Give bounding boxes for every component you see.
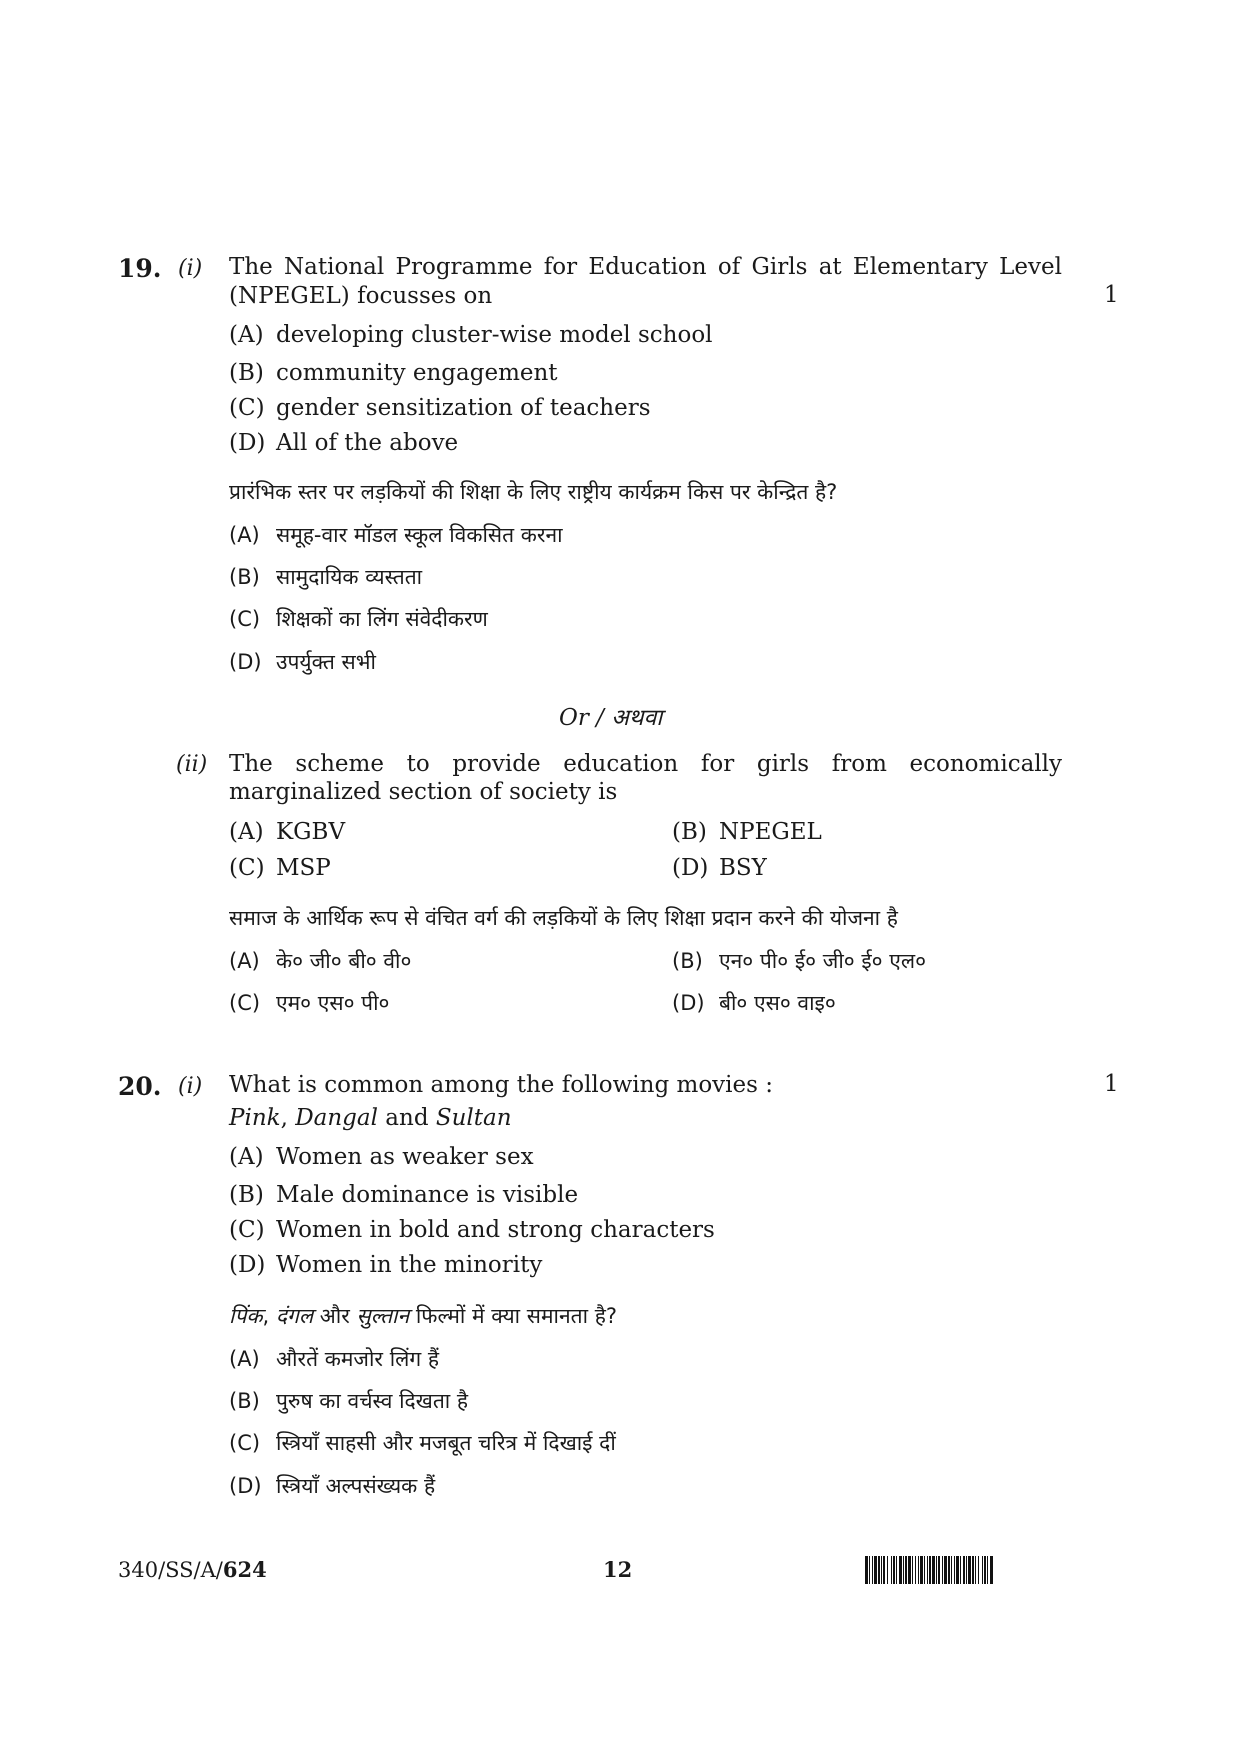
option-text: BSY — [719, 855, 767, 881]
option-d — [229, 429, 458, 458]
movie-list — [229, 1104, 512, 1133]
question-number-19: 19. — [118, 254, 162, 283]
hindi-question: प्रारंभिक स्तर पर लड़कियों की शिक्षा के लिए राष्ट्रीय कार्यक्रम किस पर केन्द्रित है? — [229, 480, 838, 504]
question-text-line1: The National Programme for Education of Girls at Elementary Level — [229, 254, 1062, 280]
option-label: (D) — [229, 1252, 266, 1278]
option-label: (B) — [229, 360, 264, 386]
option-a — [229, 321, 713, 350]
question-number-20: 20. — [118, 1072, 162, 1101]
option-label: (B) — [229, 1389, 260, 1413]
option-text: NPEGEL — [719, 819, 822, 845]
option-label: (A) — [229, 1144, 264, 1170]
option-c — [229, 394, 651, 423]
option-text: बी० एस० वाइ० — [719, 991, 836, 1015]
option-text: स्त्रियाँ अल्पसंख्यक हैं — [276, 1474, 436, 1498]
option-label: (C) — [229, 1217, 265, 1243]
option-label: (B) — [229, 1182, 264, 1208]
option-b — [229, 1181, 578, 1210]
option-label: (A) — [229, 819, 264, 845]
movie-title: पिंक — [229, 1304, 263, 1328]
option-text: Women as weaker sex — [276, 1144, 534, 1170]
option-label: (B) — [229, 565, 260, 589]
option-text: MSP — [276, 855, 331, 881]
option-text: KGBV — [276, 819, 346, 845]
paper-code-prefix: 340/SS/A/ — [118, 1558, 223, 1582]
option-label: (B) — [672, 949, 703, 973]
sub-question-label: (i) — [178, 1074, 203, 1099]
option-label: (C) — [229, 991, 261, 1015]
question-rest: फिल्मों में क्या समानता है? — [409, 1304, 617, 1328]
option-text: Women in bold and strong characters — [276, 1217, 715, 1243]
marks: 1 — [1104, 282, 1119, 308]
option-label: (D) — [672, 855, 709, 881]
option-label: (D) — [229, 430, 266, 456]
option-label: (A) — [229, 523, 260, 547]
option-label: (D) — [229, 650, 262, 674]
question-text-line2: (NPEGEL) focusses on — [229, 283, 493, 309]
option-label: (C) — [229, 855, 265, 881]
movie-title: सुल्तान — [356, 1304, 410, 1328]
option-text: developing cluster-wise model school — [276, 322, 713, 348]
option-label: (A) — [229, 322, 264, 348]
question-text-line2: marginalized section of society is — [229, 779, 618, 805]
separator: and — [377, 1105, 436, 1131]
separator: , — [262, 1304, 276, 1328]
hindi-question — [229, 1302, 617, 1330]
hindi-option-a — [229, 521, 563, 549]
option-text: समूह-वार मॉडल स्कूल विकसित करना — [276, 523, 563, 547]
option-text: पुरुष का वर्चस्व दिखता है — [276, 1389, 469, 1413]
hindi-option-c — [229, 605, 488, 633]
separator: , — [280, 1105, 296, 1131]
hindi-option-d — [672, 989, 836, 1017]
option-text: सामुदायिक व्यस्तता — [276, 565, 423, 589]
option-text: औरतें कमजोर लिंग हैं — [276, 1347, 440, 1371]
option-label: (A) — [229, 949, 260, 973]
hindi-option-c — [229, 1429, 616, 1457]
option-label: (B) — [672, 819, 707, 845]
option-a — [229, 1143, 534, 1172]
option-text: एन० पी० ई० जी० ई० एल० — [719, 949, 927, 973]
question-text-line1: The scheme to provide education for girls from economically — [229, 751, 1062, 777]
option-text: gender sensitization of teachers — [276, 395, 651, 421]
question-text-line1: What is common among the following movies : — [229, 1072, 773, 1098]
option-text: All of the above — [276, 430, 459, 456]
sub-question-label: (ii) — [176, 752, 208, 777]
option-text: एम० एस० पी० — [276, 991, 390, 1015]
page-number: 12 — [603, 1557, 633, 1582]
option-a — [229, 818, 345, 847]
option-text: Male dominance is visible — [276, 1182, 579, 1208]
movie-title: दंगल — [275, 1304, 314, 1328]
hindi-option-b — [229, 1387, 468, 1415]
option-text: स्त्रियाँ साहसी और मजबूत चरित्र में दिखाई दीं — [276, 1431, 616, 1455]
option-text: शिक्षकों का लिंग संवेदीकरण — [276, 607, 488, 631]
barcode-icon — [865, 1556, 1119, 1584]
option-label: (D) — [672, 991, 705, 1015]
paper-code — [118, 1557, 267, 1582]
option-label: (C) — [229, 1431, 261, 1455]
option-label: (C) — [229, 395, 265, 421]
hindi-option-d — [229, 1472, 435, 1500]
separator: और — [313, 1304, 357, 1328]
option-text: community engagement — [276, 360, 558, 386]
hindi-option-d — [229, 648, 376, 676]
or-divider: Or / अथवा — [559, 705, 663, 731]
option-b — [672, 818, 822, 847]
movie-title: Pink — [229, 1105, 281, 1131]
option-text: के० जी० बी० वी० — [276, 949, 412, 973]
sub-question-label: (i) — [178, 256, 203, 281]
option-d — [672, 854, 767, 883]
hindi-option-a — [229, 1345, 439, 1373]
hindi-option-b — [229, 563, 422, 591]
hindi-option-b — [672, 947, 926, 975]
hindi-option-c — [229, 989, 389, 1017]
paper-code-number: 624 — [222, 1557, 267, 1582]
hindi-option-a — [229, 947, 411, 975]
option-label: (D) — [229, 1474, 262, 1498]
option-text: Women in the minority — [276, 1252, 543, 1278]
option-b — [229, 359, 558, 388]
option-label: (C) — [229, 607, 261, 631]
option-d — [229, 1251, 542, 1280]
marks: 1 — [1104, 1071, 1119, 1097]
movie-title: Sultan — [435, 1105, 512, 1131]
option-c — [229, 854, 331, 883]
option-c — [229, 1216, 715, 1245]
option-label: (A) — [229, 1347, 260, 1371]
movie-title: Dangal — [295, 1105, 378, 1131]
option-text: उपर्युक्त सभी — [276, 650, 376, 674]
hindi-question: समाज के आर्थिक रूप से वंचित वर्ग की लड़कियों के लिए शिक्षा प्रदान करने की योजना है — [229, 906, 898, 930]
